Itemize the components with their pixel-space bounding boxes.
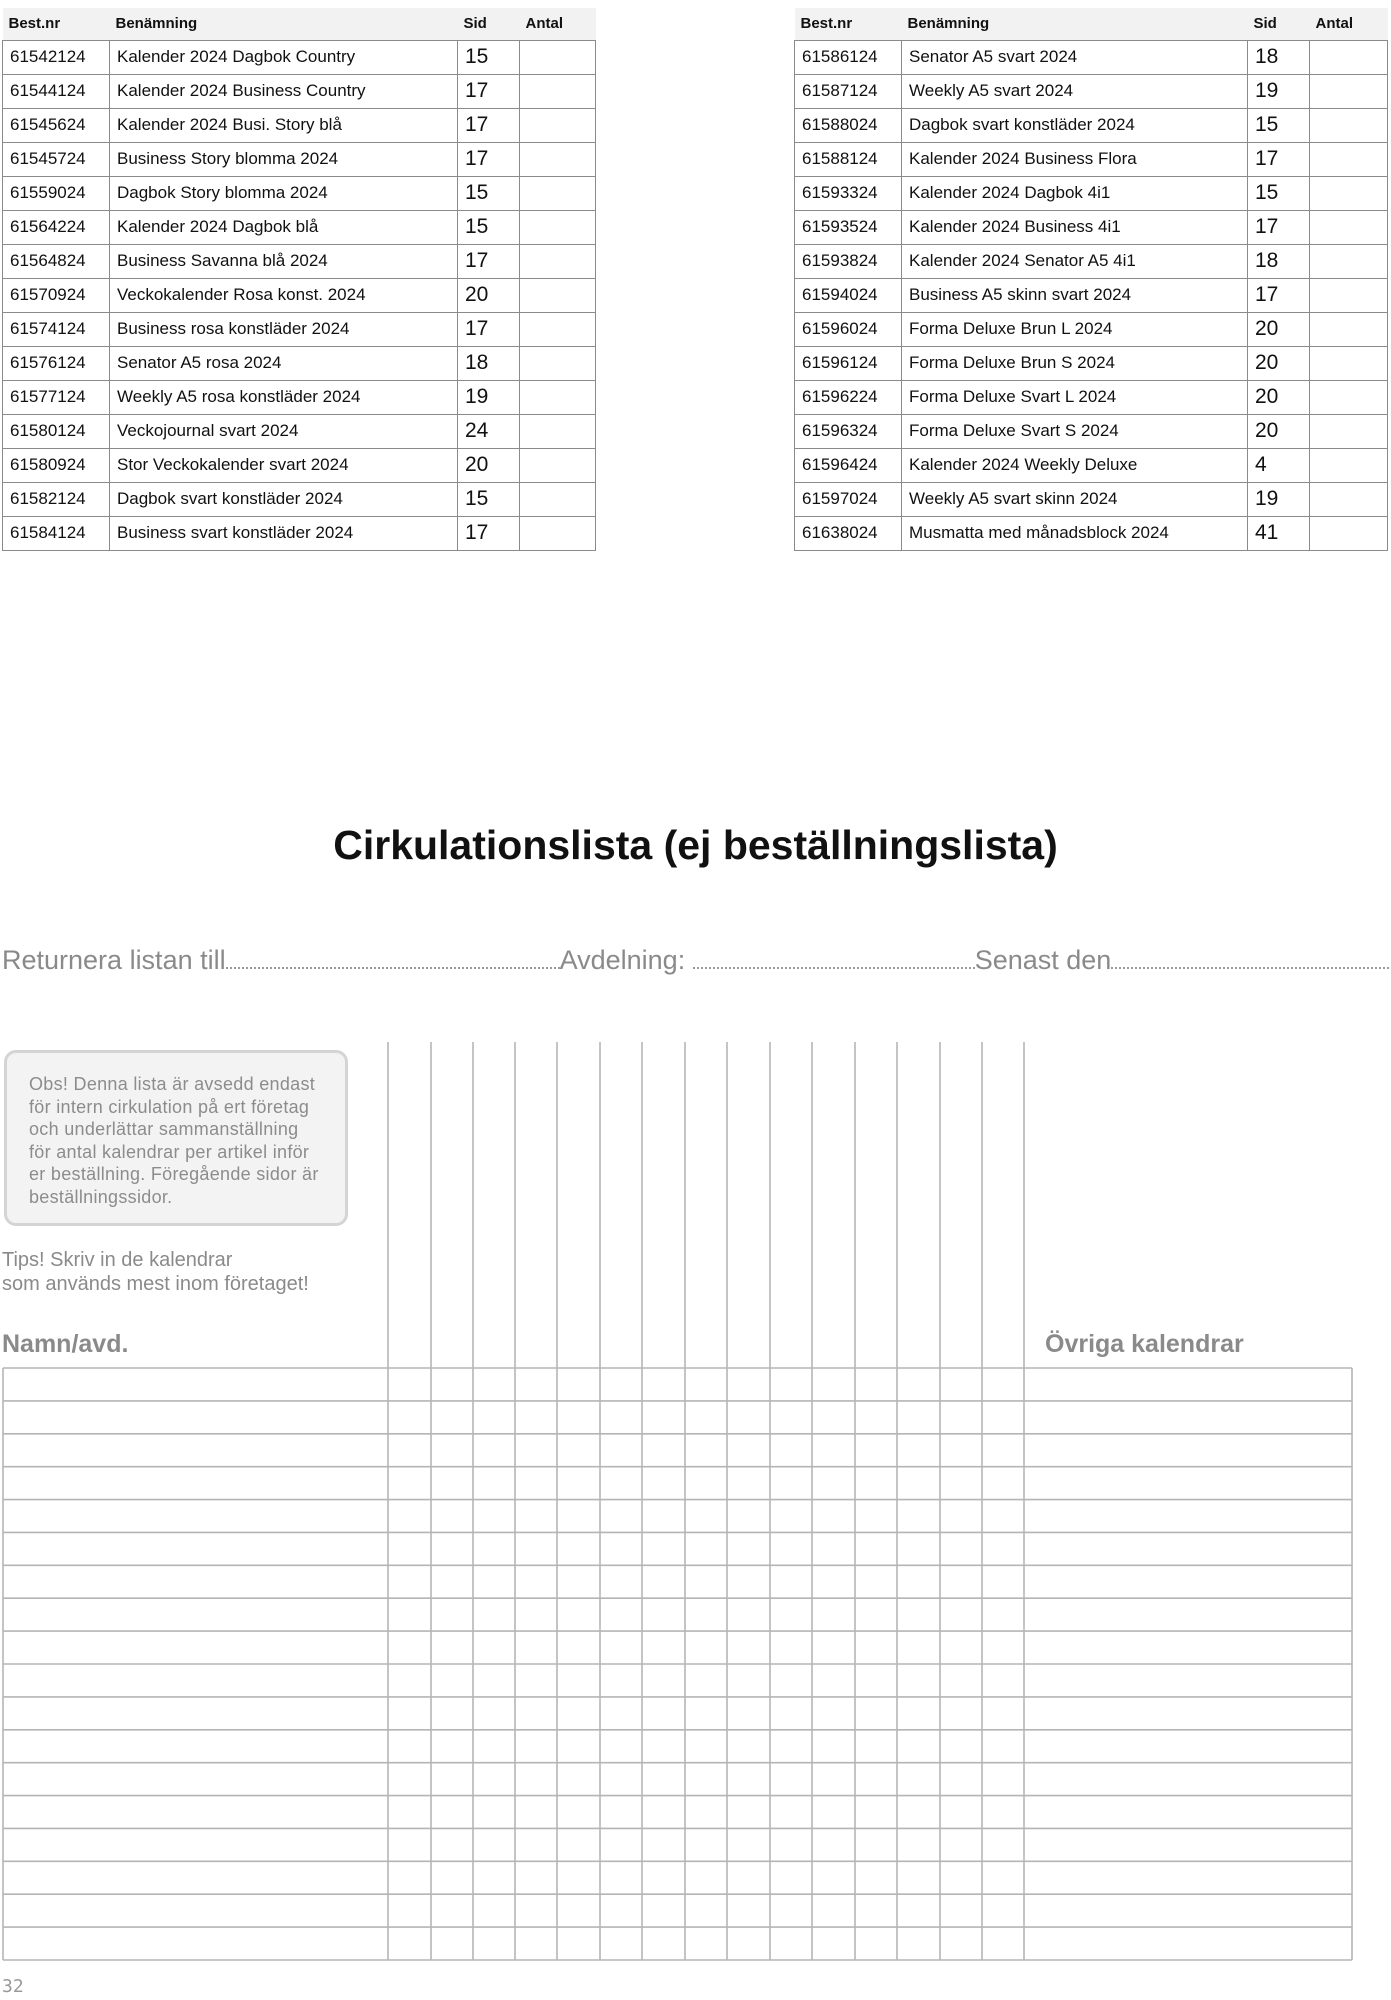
cell-best-nr: 61576124 [3,346,110,380]
cell-best-nr: 61580924 [3,448,110,482]
cell-benamning: Stor Veckokalender svart 2024 [110,448,458,482]
cell-sid: 17 [458,312,520,346]
tips-line-1: Tips! Skriv in de kalendrar [2,1249,233,1271]
cell-best-nr: 61593324 [795,176,902,210]
cell-best-nr: 61545724 [3,142,110,176]
cell-benamning: Kalender 2024 Dagbok Country [110,40,458,74]
cell-best-nr: 61559024 [3,176,110,210]
cell-best-nr: 61574124 [3,312,110,346]
header-antal: Antal [1315,15,1353,33]
cell-benamning: Business Savanna blå 2024 [110,244,458,278]
cell-best-nr: 61596124 [795,346,902,380]
cell-sid: 18 [1248,244,1310,278]
cell-benamning: Business rosa konstläder 2024 [110,312,458,346]
cell-best-nr: 61594024 [795,278,902,312]
other-calendars-label: Övriga kalendrar [1045,1330,1244,1358]
header-antal: Antal [525,15,563,33]
cell-benamning: Kalender 2024 Business 4i1 [902,210,1248,244]
cell-best-nr: 61564224 [3,210,110,244]
cell-sid: 19 [1248,482,1310,516]
cell-best-nr: 61596324 [795,414,902,448]
tips-line-2: som används mest inom företaget! [2,1273,309,1295]
cell-best-nr: 61577124 [3,380,110,414]
cell-sid: 18 [1248,40,1310,74]
cell-benamning: Kalender 2024 Dagbok 4i1 [902,176,1248,210]
cell-benamning: Kalender 2024 Weekly Deluxe [902,448,1248,482]
cell-sid: 24 [458,414,520,448]
header-benamning: Benämning [115,15,198,33]
cell-best-nr: 61588024 [795,108,902,142]
cell-sid: 20 [1248,312,1310,346]
cell-sid: 17 [458,74,520,108]
notice-text: Obs! Denna lista är avsedd endast för intern cirkulation på ert företag och underlättar sammanställning för antal kalendrar per artikel inför er beställning. Föregående sidor är beställningssidor. [29,1074,319,1207]
cell-benamning: Forma Deluxe Brun S 2024 [902,346,1248,380]
cell-sid: 41 [1248,516,1310,550]
cell-sid: 17 [458,516,520,550]
latest-date-label: Senast den [974,945,1112,975]
header-benamning: Benämning [907,15,990,33]
cell-benamning: Senator A5 svart 2024 [902,40,1248,74]
tips-text [2,1248,309,1296]
page-number: 32 [2,1976,24,1997]
header-sid: Sid [463,15,487,33]
cell-best-nr: 61593824 [795,244,902,278]
cell-benamning: Weekly A5 svart skinn 2024 [902,482,1248,516]
cell-best-nr: 61542124 [3,40,110,74]
page-title: Cirkulationslista (ej beställningslista) [333,822,1058,868]
cell-sid: 15 [458,176,520,210]
cell-benamning: Dagbok svart konstläder 2024 [110,482,458,516]
cell-sid: 15 [458,482,520,516]
cell-benamning: Veckokalender Rosa konst. 2024 [110,278,458,312]
cell-best-nr: 61584124 [3,516,110,550]
cell-sid: 17 [1248,278,1310,312]
cell-benamning: Forma Deluxe Svart L 2024 [902,380,1248,414]
cell-sid: 20 [1248,380,1310,414]
cell-sid: 15 [458,40,520,74]
cell-sid: 20 [458,278,520,312]
cell-best-nr: 61597024 [795,482,902,516]
cell-sid: 17 [1248,142,1310,176]
cell-sid: 17 [458,108,520,142]
cell-best-nr: 61596424 [795,448,902,482]
cell-best-nr: 61588124 [795,142,902,176]
cell-sid: 20 [1248,414,1310,448]
cell-sid: 19 [1248,74,1310,108]
cell-benamning: Forma Deluxe Brun L 2024 [902,312,1248,346]
cell-benamning: Business svart konstläder 2024 [110,516,458,550]
cell-sid: 4 [1248,448,1310,482]
header-best-nr: Best.nr [800,15,853,33]
cell-benamning: Kalender 2024 Dagbok blå [110,210,458,244]
name-dept-label: Namn/avd. [2,1330,129,1358]
cell-sid: 19 [458,380,520,414]
return-to-label: Returnera listan till [2,945,226,975]
cell-sid: 20 [1248,346,1310,380]
department-label: Avdelning: [559,945,686,975]
cell-benamning: Kalender 2024 Business Flora [902,142,1248,176]
cell-sid: 17 [1248,210,1310,244]
cell-benamning: Kalender 2024 Business Country [110,74,458,108]
header-best-nr: Best.nr [8,15,61,33]
cell-benamning: Senator A5 rosa 2024 [110,346,458,380]
cell-sid: 15 [458,210,520,244]
cell-best-nr: 61587124 [795,74,902,108]
cell-best-nr: 61570924 [3,278,110,312]
cell-best-nr: 61638024 [795,516,902,550]
cell-sid: 15 [1248,176,1310,210]
cell-benamning: Forma Deluxe Svart S 2024 [902,414,1248,448]
cell-benamning: Business A5 skinn svart 2024 [902,278,1248,312]
cell-sid: 17 [458,244,520,278]
cell-best-nr: 61596024 [795,312,902,346]
cell-benamning: Business Story blomma 2024 [110,142,458,176]
cell-benamning: Musmatta med månadsblock 2024 [902,516,1248,550]
cell-sid: 17 [458,142,520,176]
cell-benamning: Kalender 2024 Senator A5 4i1 [902,244,1248,278]
cell-benamning: Kalender 2024 Busi. Story blå [110,108,458,142]
header-sid: Sid [1253,15,1277,33]
cell-best-nr: 61580124 [3,414,110,448]
cell-benamning: Weekly A5 svart 2024 [902,74,1248,108]
cell-benamning: Veckojournal svart 2024 [110,414,458,448]
cell-benamning: Dagbok svart konstläder 2024 [902,108,1248,142]
cell-benamning: Dagbok Story blomma 2024 [110,176,458,210]
cell-sid: 15 [1248,108,1310,142]
cell-best-nr: 61593524 [795,210,902,244]
cell-best-nr: 61564824 [3,244,110,278]
cell-best-nr: 61582124 [3,482,110,516]
cell-benamning: Weekly A5 rosa konstläder 2024 [110,380,458,414]
cell-sid: 18 [458,346,520,380]
cell-best-nr: 61544124 [3,74,110,108]
cell-best-nr: 61596224 [795,380,902,414]
cell-sid: 20 [458,448,520,482]
cell-best-nr: 61545624 [3,108,110,142]
notice-box [4,1050,348,1226]
cell-best-nr: 61586124 [795,40,902,74]
